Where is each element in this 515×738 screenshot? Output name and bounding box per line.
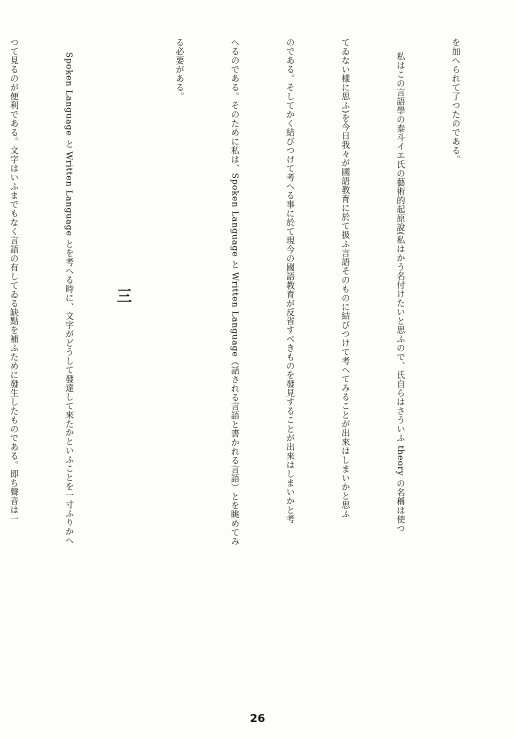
text-line: る必要がある。: [174, 38, 185, 101]
vertical-text-column: [8, 38, 501, 700]
page-number: 26: [249, 712, 266, 725]
text-line: 私はこの言語學の泰斗イエ氏の藝術的起原說(私はかう名付けたいと思ふので、氏自らはさういふ theory の名稱は使つ: [394, 52, 405, 534]
text-line: へるのである。そのために私は、Spoken Language と Written Language（話される言語と書かれる言語）とを眺めてみ: [229, 38, 240, 546]
text-line: のである。そしてかく結びつけて考へる事に於て現今の國語教育が反省すべきものを發見することが出來はしまいかと考: [284, 38, 295, 524]
text-line: つて見るのが便利である。文字はいふまでもなく言語の有してゐる缺點を補ふために發生したものである。即ち聲音は一: [8, 38, 19, 524]
section-heading: 三: [114, 288, 133, 304]
text-line: Spoken Language と Written Language とを考へる時に、文字がどうして發達して來たかといふことを一寸ふりかへ: [63, 52, 74, 546]
text-line: を加へられて了つたのである。: [450, 38, 461, 164]
text-line: てゐない樣に思ふ)を今日我々が國語教育に於て扱ふ言語そのものに結びつけて考へてみることが出來はしまいかと思ふ: [339, 38, 350, 519]
